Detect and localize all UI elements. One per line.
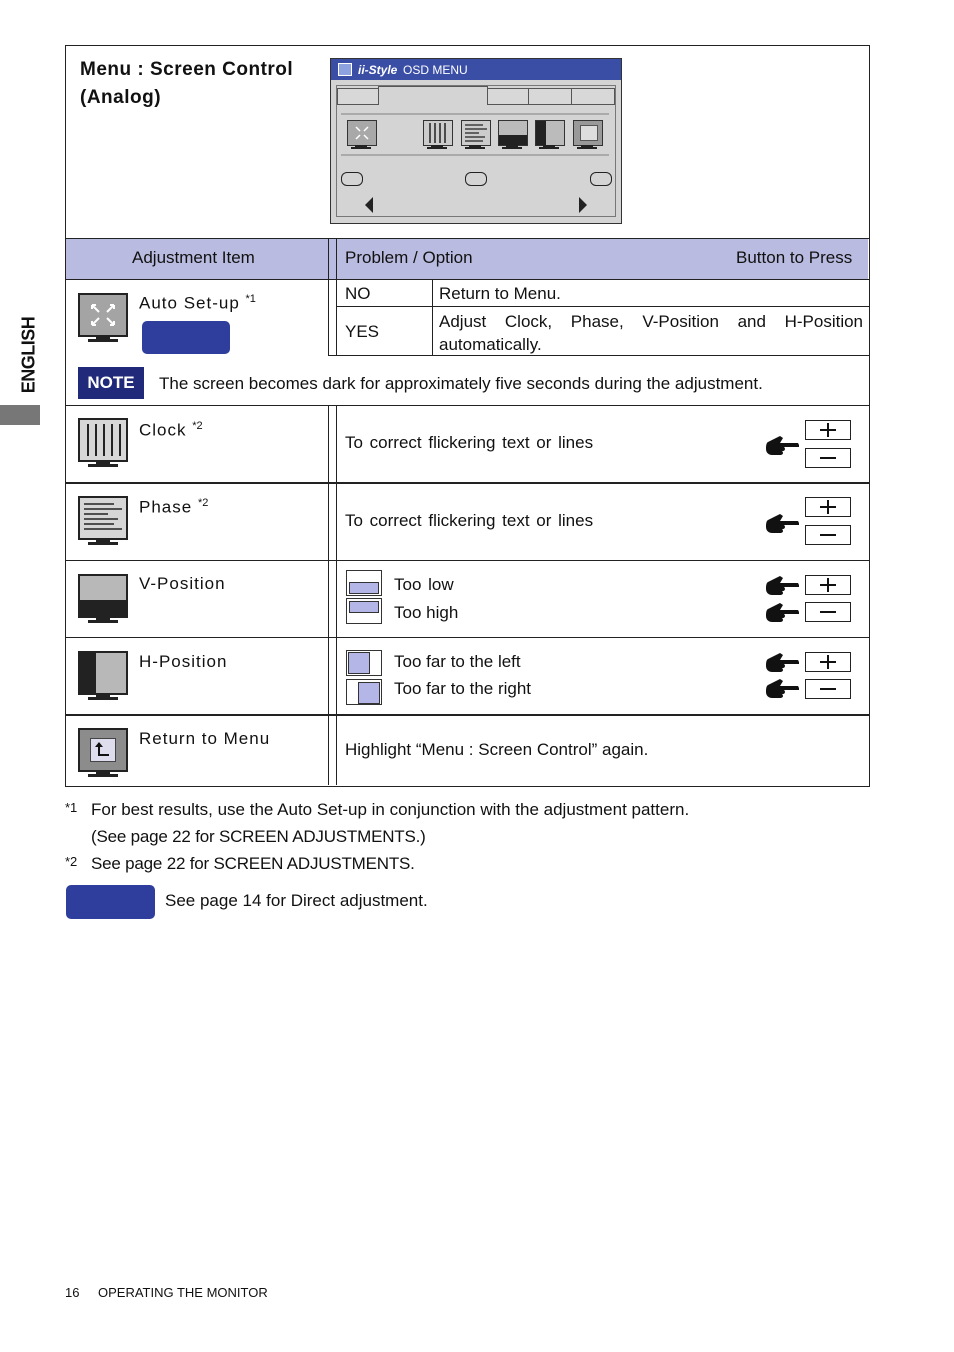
plus-button-icon [805, 497, 851, 517]
v-position-icon [498, 120, 528, 150]
footnote-mark: *2 [197, 497, 209, 509]
return-desc: Highlight “Menu : Screen Control” again. [345, 740, 649, 759]
osd-menu-preview [330, 58, 622, 224]
too-high-icon [346, 598, 382, 624]
auto-setup-monitor-icon [78, 293, 128, 343]
osd-button-left [341, 172, 363, 186]
divider [432, 280, 433, 356]
footnote-mark: *1 [245, 293, 256, 305]
item-return-to-menu: Return to Menu [139, 729, 271, 748]
page-section: OPERATING THE MONITOR [98, 1285, 268, 1300]
title-line1: Menu : Screen Control [80, 59, 294, 80]
osd-button-center [465, 172, 487, 186]
plus-button-icon [805, 652, 851, 672]
osd-rule [341, 113, 609, 115]
pointing-hand-icon [765, 512, 799, 534]
minus-button-icon [805, 679, 851, 699]
phase-icon [461, 120, 491, 150]
arrow-right-icon [579, 197, 587, 213]
option-yes-desc: Adjust Clock, Phase, V-Position and H-Position [439, 312, 863, 331]
osd-tab-active [378, 86, 488, 104]
osd-tab [571, 88, 615, 105]
page-title [80, 56, 293, 112]
divider [328, 239, 329, 356]
divider [336, 406, 337, 785]
option-yes-desc-cont: automatically. [439, 335, 542, 354]
footnote-mark: *2 [192, 420, 203, 432]
option-yes: YES [345, 322, 380, 341]
osd-label: OSD MENU [403, 63, 468, 77]
divider [336, 239, 337, 356]
header-adjustment-item: Adjustment Item [132, 248, 255, 267]
divider [65, 560, 869, 561]
clock-monitor-icon [78, 418, 128, 468]
osd-tab [528, 88, 572, 105]
pointing-hand-icon [765, 677, 799, 699]
divider [65, 714, 869, 716]
minus-button-icon [805, 602, 851, 622]
direct-adjustment-note: See page 14 for Direct adjustment. [165, 891, 428, 910]
divider [328, 355, 869, 356]
plus-button-icon [805, 420, 851, 440]
too-far-left-icon [346, 650, 382, 676]
v-position-too-low: Too low [394, 575, 454, 594]
pointing-hand-icon [765, 651, 799, 673]
option-no: NO [345, 284, 371, 303]
footnote-1-text: For best results, use the Auto Set-up in conjunction with the adjustment pattern. [91, 800, 690, 819]
divider [65, 482, 869, 484]
footnote-2-text: See page 22 for SCREEN ADJUSTMENTS. [91, 854, 415, 873]
pointing-hand-icon [765, 574, 799, 596]
osd-tab [487, 88, 529, 105]
h-position-too-left: Too far to the left [394, 652, 521, 671]
osd-brand: ii-Style [358, 63, 398, 77]
phase-desc: To correct flickering text or lines [345, 511, 594, 530]
auto-setup-label: Auto Set-up [139, 293, 246, 313]
item-auto-setup [139, 293, 256, 314]
too-low-icon [346, 570, 382, 596]
divider [65, 637, 869, 638]
item-phase [139, 497, 208, 518]
plus-button-icon [805, 575, 851, 595]
direct-adjustment-marker [66, 885, 155, 919]
note-badge: NOTE [78, 367, 144, 399]
pointing-hand-icon [765, 601, 799, 623]
direct-adjustment-marker [142, 321, 230, 354]
divider [336, 306, 869, 307]
osd-button-right [590, 172, 612, 186]
monitor-logo-icon [338, 63, 352, 76]
h-position-icon [535, 120, 565, 150]
side-language-label: ENGLISH [18, 316, 39, 394]
osd-title-bar [331, 59, 621, 80]
title-line2: (Analog) [80, 87, 162, 108]
side-language-tab [14, 310, 44, 400]
footnote-2-mark: *2 [65, 854, 78, 869]
divider [65, 405, 869, 406]
arrow-left-icon [365, 197, 373, 213]
footnote-1-mark: *1 [65, 800, 78, 815]
h-position-monitor-icon [78, 651, 128, 701]
phase-monitor-icon [78, 496, 128, 546]
side-tab-marker [0, 405, 40, 425]
h-position-too-right: Too far to the right [394, 679, 532, 698]
v-position-too-high: Too high [394, 603, 459, 622]
too-far-right-icon [346, 679, 382, 705]
page-number: 16 [65, 1285, 80, 1300]
osd-rule [341, 154, 609, 156]
clock-icon [423, 120, 453, 150]
return-monitor-icon [78, 728, 128, 778]
header-button-to-press: Button to Press [736, 248, 853, 267]
return-icon [573, 120, 603, 150]
v-position-monitor-icon [78, 574, 128, 624]
osd-tab [337, 88, 379, 105]
pointing-hand-icon [765, 434, 799, 456]
header-problem-option: Problem / Option [345, 248, 473, 267]
auto-setup-icon [347, 120, 377, 150]
item-v-position: V-Position [139, 574, 226, 593]
minus-button-icon [805, 525, 851, 545]
clock-desc: To correct flickering text or lines [345, 433, 594, 452]
note-text: The screen becomes dark for approximately five seconds during the adjustment. [159, 374, 763, 393]
osd-panel [336, 85, 616, 217]
clock-label: Clock [139, 420, 193, 440]
footnote-1-text-cont: (See page 22 for SCREEN ADJUSTMENTS.) [91, 827, 426, 846]
item-h-position: H-Position [139, 652, 228, 671]
option-no-desc: Return to Menu. [439, 284, 561, 303]
phase-label: Phase [139, 497, 198, 517]
divider [65, 279, 869, 280]
divider [328, 406, 329, 785]
minus-button-icon [805, 448, 851, 468]
item-clock [139, 420, 203, 441]
